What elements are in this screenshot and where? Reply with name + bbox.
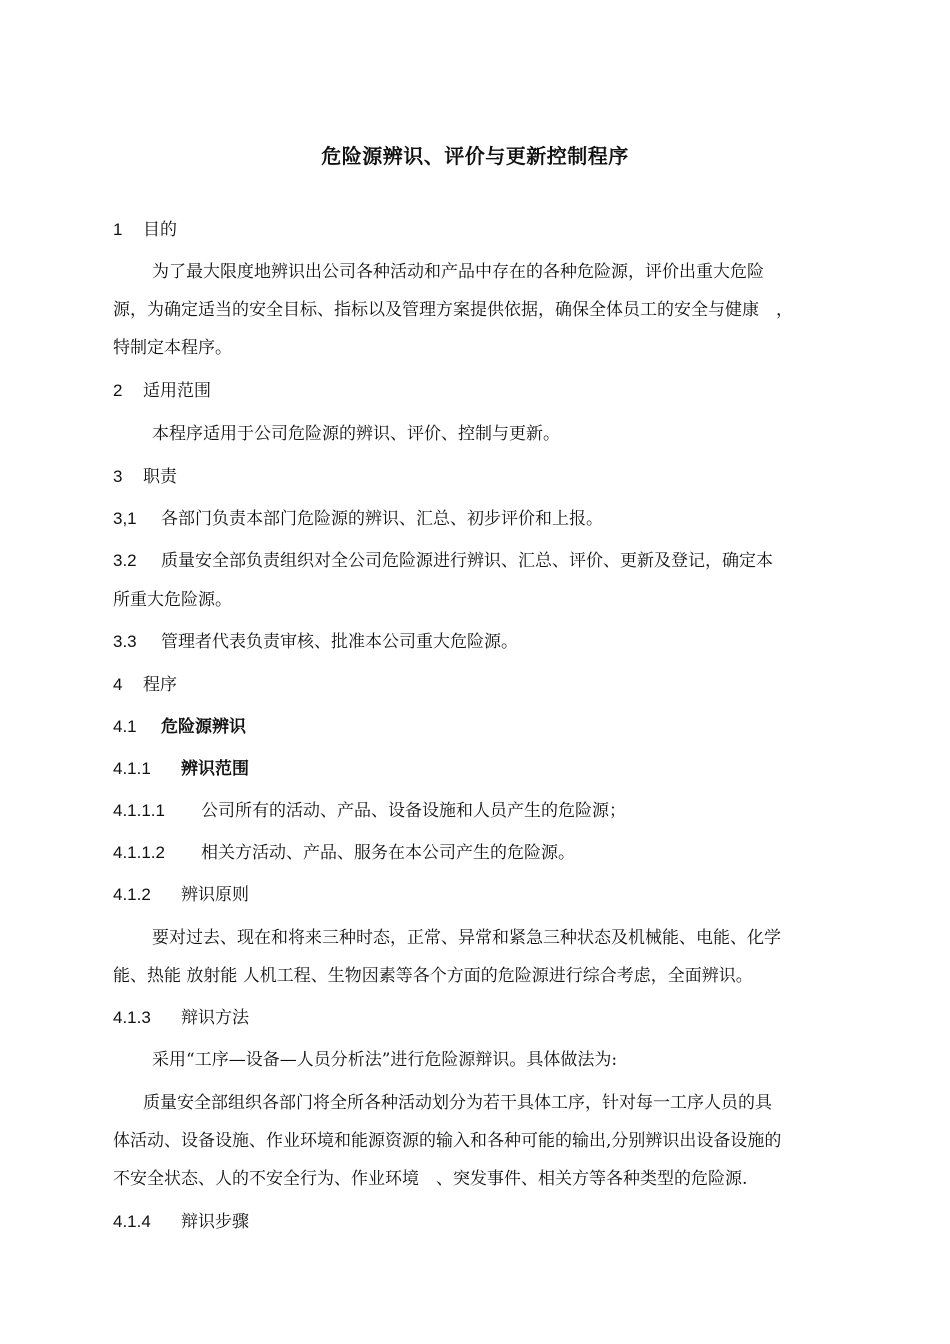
subsection-title: 辨识原则 bbox=[181, 885, 249, 905]
clause-line bbox=[113, 507, 863, 531]
section-heading bbox=[113, 218, 863, 242]
subsection-number: 4.1.2 bbox=[113, 885, 151, 904]
clause-number: 4.1.1.1 bbox=[113, 801, 165, 820]
subsection-heading bbox=[113, 715, 863, 739]
subsection-title: 辩识方法 bbox=[181, 1008, 249, 1028]
section-title: 程序 bbox=[143, 675, 177, 695]
section-title: 职责 bbox=[143, 467, 177, 487]
clause-number: 4.1.1.2 bbox=[113, 843, 165, 862]
section-number: 1 bbox=[113, 220, 123, 239]
paragraph-line: 质量安全部组织各部门将全所各种活动划分为若干具体工序，针对每一工序人员的具 bbox=[143, 1093, 772, 1113]
subsection-number: 4.1.3 bbox=[113, 1008, 151, 1027]
subsection-heading bbox=[113, 1006, 863, 1030]
clause-number: 3,1 bbox=[113, 509, 137, 528]
subsection-title: 辨识范围 bbox=[181, 759, 249, 779]
clause-number: 3.3 bbox=[113, 632, 137, 651]
paragraph-line: 采用“工序—设备—人员分析法”进行危险源辩识。具体做法为: bbox=[152, 1050, 618, 1070]
section-number: 4 bbox=[113, 675, 123, 694]
clause-text: 公司所有的活动、产品、设备设施和人员产生的危险源； bbox=[201, 801, 626, 821]
paragraph-line: 为了最大限度地辨识出公司各种活动和产品中存在的各种危险源，评价出重大危险 bbox=[152, 262, 764, 282]
subsection-title: 辩识步骤 bbox=[181, 1212, 249, 1232]
clause-text: 质量安全部负责组织对全公司危险源进行辨识、汇总、评价、更新及登记，确定本 bbox=[161, 551, 773, 571]
section-title: 目的 bbox=[143, 220, 177, 240]
section-number: 3 bbox=[113, 467, 123, 486]
clause-line bbox=[113, 841, 863, 865]
paragraph-line: 所重大危险源。 bbox=[113, 590, 232, 610]
clause-text: 相关方活动、产品、服务在本公司产生的危险源。 bbox=[201, 843, 575, 863]
section-heading bbox=[113, 379, 863, 403]
clause-number: 3.2 bbox=[113, 551, 137, 570]
clause-line bbox=[113, 630, 863, 654]
clause-line bbox=[113, 799, 863, 823]
paragraph-line: 特制定本程序。 bbox=[113, 338, 232, 358]
subsection-title: 危险源辨识 bbox=[161, 717, 246, 737]
section-title: 适用范围 bbox=[143, 381, 211, 401]
subsection-heading bbox=[113, 883, 863, 907]
paragraph-line: 源，为确定适当的安全目标、指标以及管理方案提供依据，确保全体员工的安全与健康 ， bbox=[113, 300, 793, 320]
clause-text: 各部门负责本部门危险源的辨识、汇总、初步评价和上报。 bbox=[161, 509, 603, 529]
paragraph-line: 体活动、设备设施、作业环境和能源资源的输入和各种可能的输出,分别辨识出设备设施的 bbox=[113, 1131, 782, 1151]
document-title: 危险源辨识、评价与更新控制程序 bbox=[321, 144, 629, 168]
paragraph-line: 要对过去、现在和将来三种时态，正常、异常和紧急三种状态及机械能、电能、化学 bbox=[152, 928, 781, 948]
section-heading bbox=[113, 673, 863, 697]
clause-text: 管理者代表负责审核、批准本公司重大危险源。 bbox=[161, 632, 518, 652]
paragraph-line: 本程序适用于公司危险源的辨识、评价、控制与更新。 bbox=[152, 424, 560, 444]
subsection-number: 4.1.1 bbox=[113, 759, 151, 778]
clause-line bbox=[113, 549, 863, 573]
subsection-heading bbox=[113, 1210, 863, 1234]
paragraph-line: 能、热能 放射能 人机工程、生物因素等各个方面的危险源进行综合考虑，全面辨识。 bbox=[113, 966, 753, 986]
section-heading bbox=[113, 465, 863, 489]
subsection-number: 4.1.4 bbox=[113, 1212, 151, 1231]
subsection-number: 4.1 bbox=[113, 717, 137, 736]
paragraph-line: 不安全状态、人的不安全行为、作业环境 、突发事件、相关方等各种类型的危险源. bbox=[113, 1169, 748, 1189]
subsection-heading bbox=[113, 757, 863, 781]
section-number: 2 bbox=[113, 381, 123, 400]
